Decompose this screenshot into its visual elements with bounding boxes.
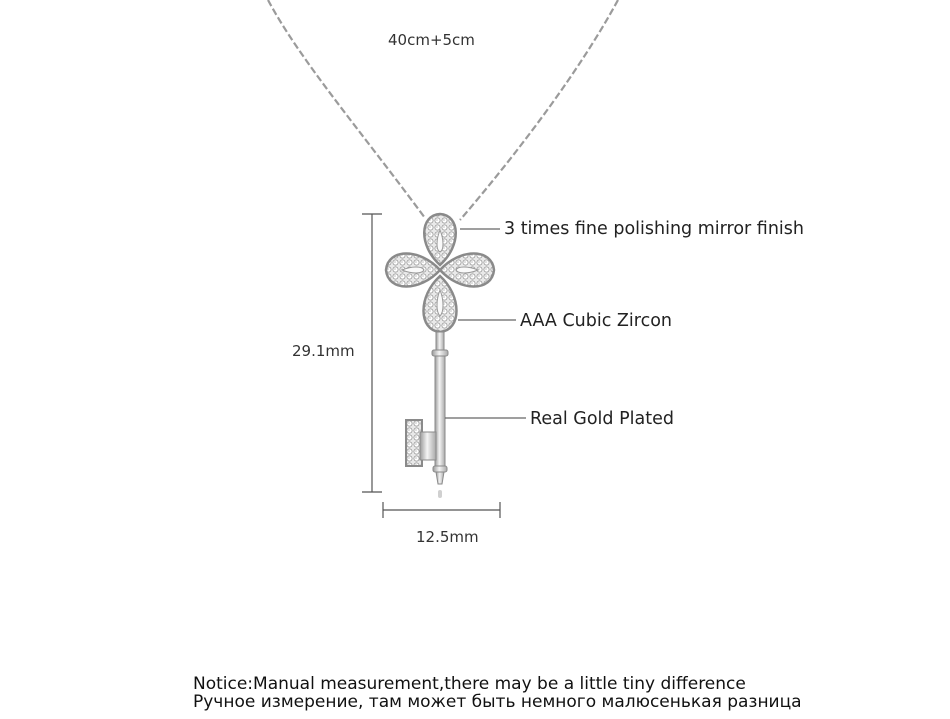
zircon-callout: AAA Cubic Zircon xyxy=(520,311,672,331)
key-shaft xyxy=(432,332,448,498)
chain-length-label: 40cm+5cm xyxy=(388,31,475,49)
notice-english: Notice:Manual measurement,there may be a little tiny difference xyxy=(193,674,746,694)
width-dimension-line xyxy=(383,502,500,518)
height-dimension-line xyxy=(362,214,382,492)
width-label: 12.5mm xyxy=(416,528,479,546)
plating-callout: Real Gold Plated xyxy=(530,409,674,429)
key-bit xyxy=(406,420,436,466)
polishing-callout: 3 times fine polishing mirror finish xyxy=(504,219,804,239)
notice-russian: Ручное измерение, там может быть немного малюсенькая разница xyxy=(193,692,802,712)
clover-pendant xyxy=(386,214,494,332)
height-label: 29.1mm xyxy=(292,342,355,360)
